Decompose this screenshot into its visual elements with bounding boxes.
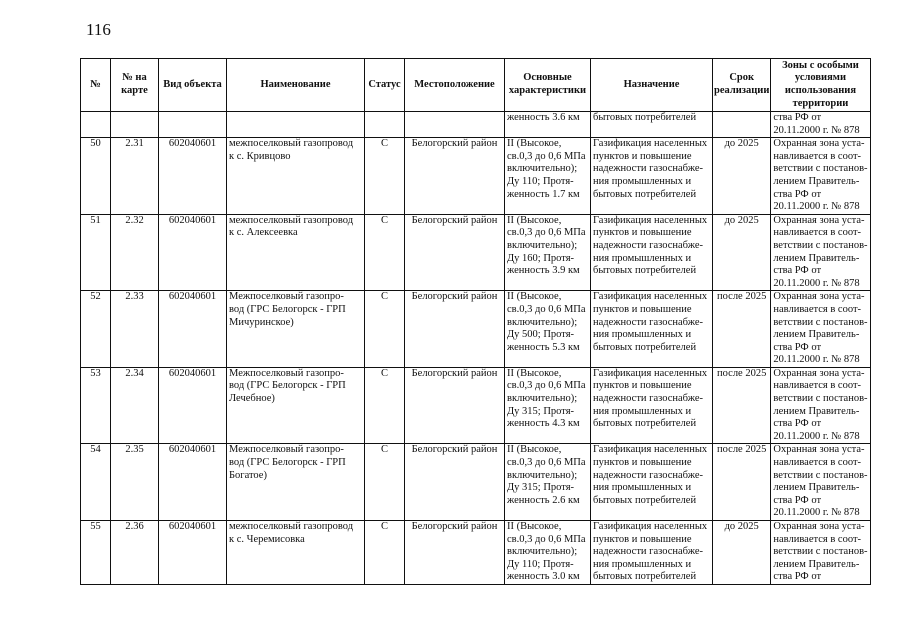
header-line: Основные: [523, 72, 572, 84]
name-line: межпоселковый газопровод: [229, 138, 354, 150]
header-line: Вид объекта: [163, 78, 222, 90]
zone-cell: [771, 291, 870, 368]
characteristics-line: Ду 315; Протя-: [507, 405, 575, 417]
name-line: к с. Алексеевка: [229, 227, 298, 239]
table-row: [81, 444, 871, 521]
characteristics-cell: [505, 367, 591, 444]
characteristics-line: Ду 500; Протя-: [507, 329, 575, 341]
status-cell: С: [365, 367, 405, 444]
term-cell: после 2025: [713, 367, 771, 444]
characteristics-line: включительно);: [507, 546, 578, 558]
continuation-cell: [111, 112, 159, 138]
zone-line: ства РФ от: [773, 265, 822, 277]
name-cell: [227, 521, 365, 585]
purpose-line: надежности газоснабже-: [593, 546, 704, 558]
characteristics-line: Ду 110; Протя-: [507, 175, 574, 187]
map-number-cell: 2.33: [111, 291, 159, 368]
characteristics-line: женность 3.9 км: [507, 265, 580, 277]
characteristics-line: Ду 110; Протя-: [507, 558, 574, 570]
characteristics-line: св.0,3 до 0,6 МПа: [507, 457, 586, 469]
name-cell: [227, 138, 365, 215]
characteristics-line: св.0,3 до 0,6 МПа: [507, 533, 586, 545]
zone-line: навливается в соот-: [773, 303, 862, 315]
characteristics-line: II (Высокое,: [507, 521, 562, 532]
purpose-line: пунктов и повышение: [593, 150, 692, 162]
status-cell: С: [365, 138, 405, 215]
purpose-line: бытовых потребителей: [593, 494, 697, 506]
characteristics-line: включительно);: [507, 469, 578, 481]
zone-line: навливается в соот-: [773, 380, 862, 392]
row-number-cell: 55: [81, 521, 111, 585]
zone-line: ветствии с постанов-: [773, 469, 868, 481]
row-number-cell: 53: [81, 367, 111, 444]
characteristics-line: II (Высокое,: [507, 138, 562, 150]
page-number: 116: [86, 20, 111, 39]
zone-line: 20.11.2000 г. № 878: [773, 124, 860, 136]
header-line: карте: [121, 85, 148, 96]
characteristics-line: св.0,3 до 0,6 МПа: [507, 380, 586, 392]
location-cell: Белогорский район: [405, 444, 505, 521]
purpose-line: пунктов и повышение: [593, 380, 692, 392]
zone-line: ветствии с постанов-: [773, 316, 868, 328]
continuation-cell: [365, 112, 405, 138]
zone-line: ства РФ от: [773, 418, 822, 430]
characteristics-line: женность 1.7 км: [507, 188, 580, 200]
header-line: Местоположение: [414, 78, 495, 90]
characteristics-cell: [505, 521, 591, 585]
location-cell: Белогорский район: [405, 291, 505, 368]
zone-line: ветствии с постанов-: [773, 393, 868, 405]
continuation-row: [81, 112, 871, 138]
purpose-line: бытовых потребителей: [593, 418, 697, 430]
map-number-cell: 2.35: [111, 444, 159, 521]
term-cell: до 2025: [713, 138, 771, 215]
location-cell: Белогорский район: [405, 214, 505, 291]
header-status: [365, 59, 405, 112]
map-number-cell: 2.34: [111, 367, 159, 444]
zone-line: Охранная зона уста-: [773, 138, 865, 150]
header-map-no: [111, 59, 159, 112]
zone-line: навливается в соот-: [773, 150, 862, 162]
zone-line: лением Правитель-: [773, 175, 860, 187]
map-number-cell: 2.36: [111, 521, 159, 585]
purpose-line: Газификация населенных: [593, 291, 708, 303]
purpose-line: бытовых потребителей: [593, 112, 697, 123]
zone-cell: [771, 521, 870, 585]
zone-line: лением Правитель-: [773, 405, 860, 417]
object-type-cell: 602040601: [159, 444, 227, 521]
purpose-line: ния промышленных и: [593, 329, 692, 341]
purpose-line: Газификация населенных: [593, 521, 708, 532]
zone-line: лением Правитель-: [773, 329, 860, 341]
table-row: [81, 214, 871, 291]
purpose-line: пунктов и повышение: [593, 533, 692, 545]
name-line: Межпоселковый газопро-: [229, 444, 344, 456]
name-cell: [227, 367, 365, 444]
purpose-line: надежности газоснабже-: [593, 316, 704, 328]
purpose-line: ния промышленных и: [593, 252, 692, 264]
header-name: [227, 59, 365, 112]
characteristics-line: Ду 315; Протя-: [507, 482, 575, 494]
zone-line: ства РФ от: [773, 571, 822, 583]
characteristics-line: св.0,3 до 0,6 МПа: [507, 303, 586, 315]
header-line: реализации: [714, 85, 770, 96]
purpose-line: пунктов и повышение: [593, 303, 692, 315]
location-cell: Белогорский район: [405, 138, 505, 215]
zone-line: 20.11.2000 г. № 878: [773, 354, 860, 366]
purpose-line: Газификация населенных: [593, 444, 708, 456]
characteristics-line: Ду 160; Протя-: [507, 252, 575, 264]
continuation-cell: [159, 112, 227, 138]
characteristics-line: II (Высокое,: [507, 367, 562, 379]
header-line: Зоны с особыми: [782, 59, 859, 71]
name-cell: [227, 214, 365, 291]
characteristics-line: включительно);: [507, 163, 578, 175]
zone-line: Охранная зона уста-: [773, 367, 865, 379]
characteristics-line: женность 2.6 км: [507, 494, 580, 506]
purpose-line: бытовых потребителей: [593, 265, 697, 277]
characteristics-cell: [505, 138, 591, 215]
characteristics-line: включительно);: [507, 393, 578, 405]
status-cell: С: [365, 214, 405, 291]
header-line: Назначение: [623, 78, 680, 90]
zone-line: 20.11.2000 г. № 878: [773, 430, 860, 442]
header-line: Наименование: [260, 78, 331, 90]
header-line: Срок: [729, 72, 755, 84]
name-line: Межпоселковый газопро-: [229, 367, 344, 379]
table-header-row: [81, 59, 871, 112]
header-line: характеристики: [508, 85, 587, 96]
purpose-line: пунктов и повышение: [593, 457, 692, 469]
header-term: [713, 59, 771, 112]
term-cell: после 2025: [713, 291, 771, 368]
characteristics-line: II (Высокое,: [507, 291, 562, 303]
continuation-cell: [713, 112, 771, 138]
header-purpose: [591, 59, 713, 112]
purpose-line: бытовых потребителей: [593, 188, 697, 200]
header-line: территории: [792, 97, 849, 109]
zone-line: навливается в соот-: [773, 533, 862, 545]
zone-line: 20.11.2000 г. № 878: [773, 277, 860, 289]
zone-line: Охранная зона уста-: [773, 214, 865, 226]
object-type-cell: 602040601: [159, 214, 227, 291]
name-line: Лечебное): [229, 393, 275, 405]
header-object-type: [159, 59, 227, 112]
zone-line: лением Правитель-: [773, 558, 860, 570]
table-row: [81, 521, 871, 585]
purpose-line: надежности газоснабже-: [593, 393, 704, 405]
status-cell: С: [365, 444, 405, 521]
continuation-cell: [771, 112, 870, 138]
name-line: вод (ГРС Белогорск - ГРП: [229, 457, 346, 469]
row-number-cell: 52: [81, 291, 111, 368]
purpose-line: Газификация населенных: [593, 214, 708, 226]
object-type-cell: 602040601: [159, 291, 227, 368]
name-line: межпоселковый газопровод: [229, 214, 354, 226]
header-line: условиями: [794, 72, 846, 84]
characteristics-line: женность 5.3 км: [507, 341, 580, 353]
map-number-cell: 2.32: [111, 214, 159, 291]
characteristics-line: женность 4.3 км: [507, 418, 580, 430]
characteristics-line: св.0,3 до 0,6 МПа: [507, 150, 586, 162]
purpose-cell: [591, 521, 713, 585]
characteristics-cell: [505, 291, 591, 368]
name-cell: [227, 444, 365, 521]
zone-line: навливается в соот-: [773, 227, 862, 239]
purpose-line: Газификация населенных: [593, 138, 708, 150]
term-cell: до 2025: [713, 521, 771, 585]
zone-line: ветствии с постанов-: [773, 239, 868, 251]
name-line: межпоселковый газопровод: [229, 521, 354, 532]
characteristics-cell: [505, 214, 591, 291]
zone-line: ства РФ от: [773, 494, 822, 506]
name-line: Богатое): [229, 469, 267, 481]
purpose-line: бытовых потребителей: [593, 341, 697, 353]
header-zones: [771, 59, 870, 112]
characteristics-line: св.0,3 до 0,6 МПа: [507, 227, 586, 239]
name-line: вод (ГРС Белогорск - ГРП: [229, 303, 346, 315]
header-line: использования: [784, 85, 857, 96]
object-type-cell: 602040601: [159, 138, 227, 215]
object-type-cell: 602040601: [159, 367, 227, 444]
purpose-line: надежности газоснабже-: [593, 163, 704, 175]
purpose-cell: [591, 444, 713, 521]
map-number-cell: 2.31: [111, 138, 159, 215]
header-no: [81, 59, 111, 112]
name-line: Мичуринское): [229, 316, 294, 328]
row-number-cell: 54: [81, 444, 111, 521]
table-row: [81, 367, 871, 444]
status-cell: С: [365, 521, 405, 585]
continuation-cell: [81, 112, 111, 138]
continuation-cell: [405, 112, 505, 138]
purpose-line: ния промышленных и: [593, 175, 692, 187]
name-line: к с. Черемисовка: [229, 533, 305, 545]
purpose-line: Газификация населенных: [593, 367, 708, 379]
object-type-cell: 602040601: [159, 521, 227, 585]
location-cell: Белогорский район: [405, 521, 505, 585]
purpose-line: ния промышленных и: [593, 482, 692, 494]
purpose-cell: [591, 367, 713, 444]
header-characteristics: [505, 59, 591, 112]
zone-cell: [771, 367, 870, 444]
zone-line: Охранная зона уста-: [773, 291, 865, 303]
zone-cell: [771, 214, 870, 291]
characteristics-line: включительно);: [507, 316, 578, 328]
zone-line: Охранная зона уста-: [773, 444, 865, 456]
zone-line: лением Правитель-: [773, 252, 860, 264]
zone-line: ветствии с постанов-: [773, 163, 868, 175]
table-row: [81, 138, 871, 215]
purpose-line: надежности газоснабже-: [593, 239, 704, 251]
header-line: Статус: [368, 78, 401, 90]
continuation-cell: [227, 112, 365, 138]
row-number-cell: 51: [81, 214, 111, 291]
characteristics-cell: [505, 444, 591, 521]
purpose-cell: [591, 138, 713, 215]
zone-line: ства РФ от: [773, 112, 822, 123]
name-line: вод (ГРС Белогорск - ГРП: [229, 380, 346, 392]
zone-line: ства РФ от: [773, 341, 822, 353]
zone-line: 20.11.2000 г. № 878: [773, 201, 860, 213]
purpose-cell: [591, 214, 713, 291]
zone-line: навливается в соот-: [773, 457, 862, 469]
purpose-line: бытовых потребителей: [593, 571, 697, 583]
row-number-cell: 50: [81, 138, 111, 215]
characteristics-line: включительно);: [507, 239, 578, 251]
characteristics-line: II (Высокое,: [507, 214, 562, 226]
gas-pipeline-register-table: [80, 58, 871, 585]
purpose-line: ния промышленных и: [593, 405, 692, 417]
purpose-line: надежности газоснабже-: [593, 469, 704, 481]
header-line: №: [90, 78, 101, 90]
zone-line: ства РФ от: [773, 188, 822, 200]
purpose-cell: [591, 291, 713, 368]
header-line: № на: [122, 72, 147, 84]
status-cell: С: [365, 291, 405, 368]
zone-line: 20.11.2000 г. № 878: [773, 507, 860, 519]
characteristics-line: женность 3.6 км: [507, 112, 580, 123]
characteristics-line: женность 3.0 км: [507, 571, 580, 583]
characteristics-line: II (Высокое,: [507, 444, 562, 456]
table-row: [81, 291, 871, 368]
name-line: к с. Кривцово: [229, 150, 291, 162]
zone-line: Охранная зона уста-: [773, 521, 865, 532]
location-cell: Белогорский район: [405, 367, 505, 444]
term-cell: после 2025: [713, 444, 771, 521]
continuation-cell: [591, 112, 713, 138]
continuation-cell: [505, 112, 591, 138]
purpose-line: пунктов и повышение: [593, 227, 692, 239]
name-cell: [227, 291, 365, 368]
name-line: Межпоселковый газопро-: [229, 291, 344, 303]
header-location: [405, 59, 505, 112]
term-cell: до 2025: [713, 214, 771, 291]
zone-cell: [771, 444, 870, 521]
zone-line: лением Правитель-: [773, 482, 860, 494]
zone-line: ветствии с постанов-: [773, 546, 868, 558]
purpose-line: ния промышленных и: [593, 558, 692, 570]
zone-cell: [771, 138, 870, 215]
